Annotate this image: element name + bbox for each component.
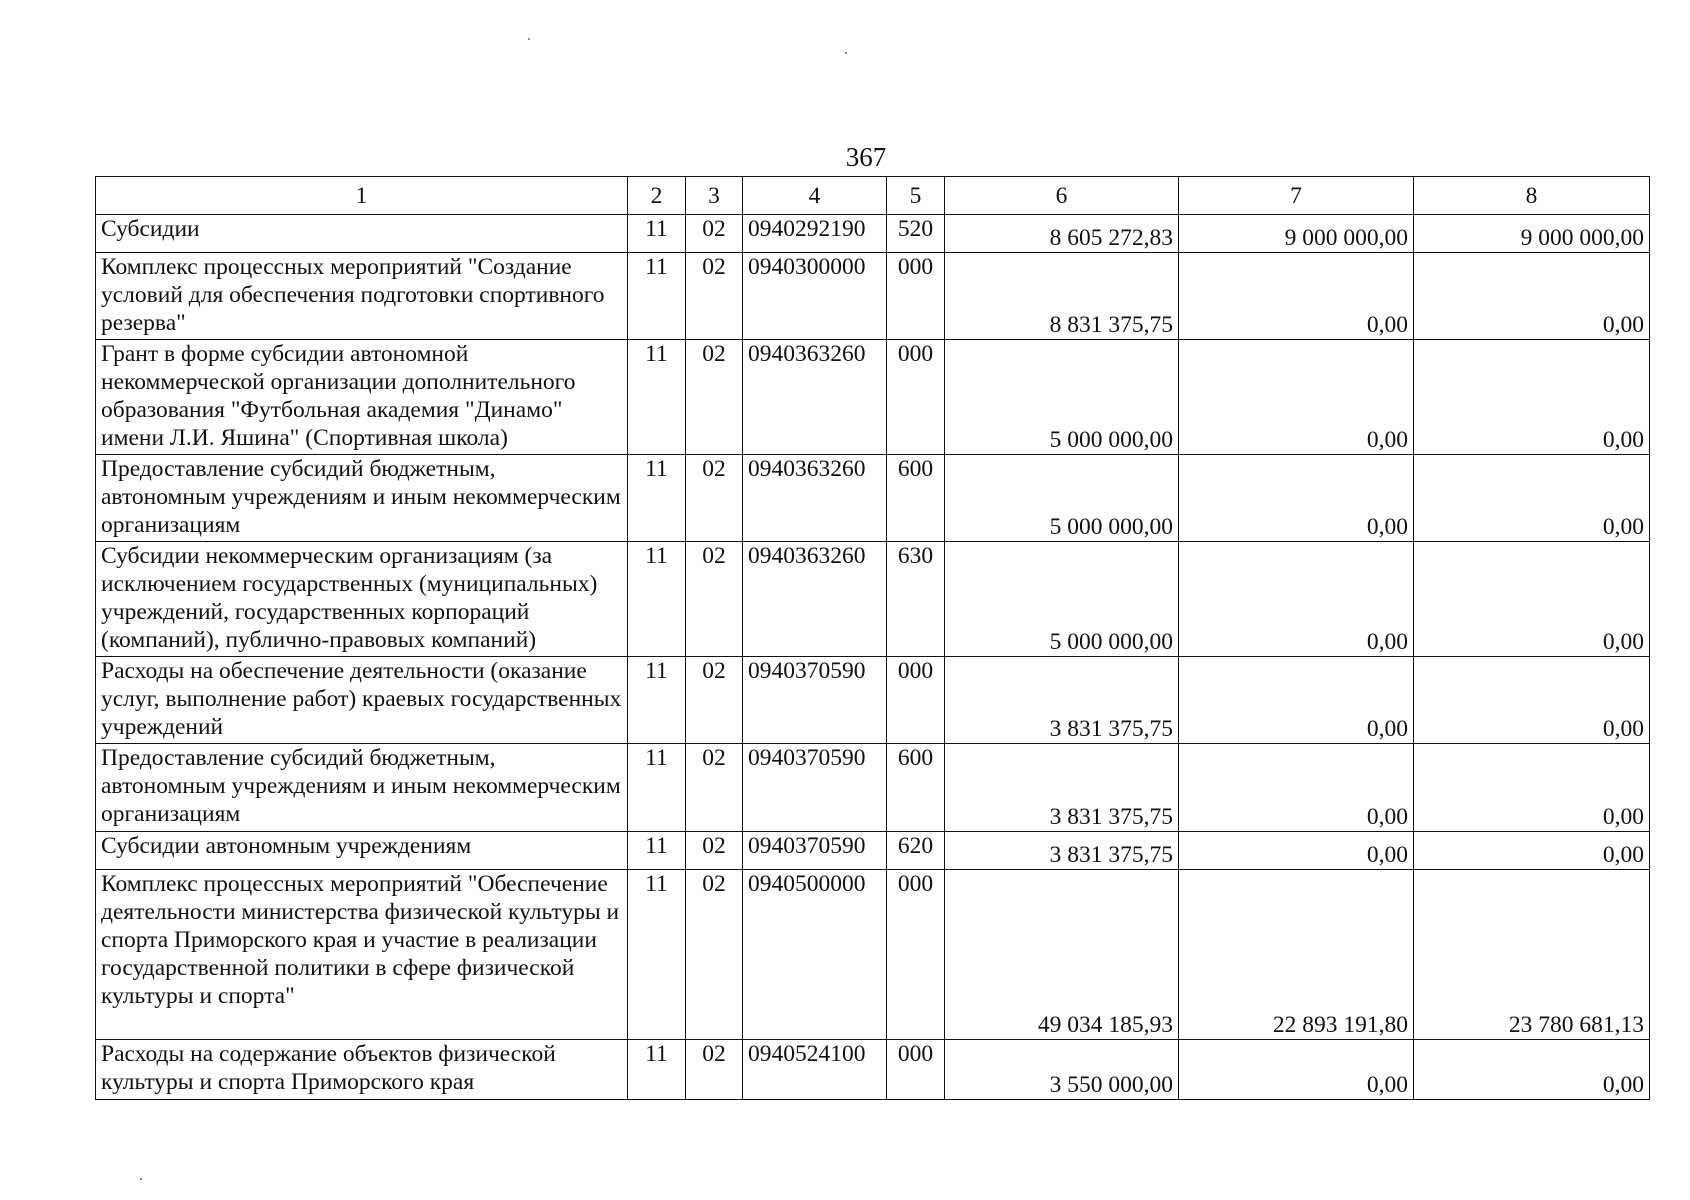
section-code: 11 <box>628 455 686 542</box>
expense-type-code: 000 <box>887 1040 945 1100</box>
subsection-code: 02 <box>686 657 743 744</box>
amount-col-8: 0,00 <box>1414 657 1650 744</box>
item-name: Субсидии автономным учреждениям <box>96 832 628 870</box>
amount-col-8: 0,00 <box>1414 744 1650 832</box>
amount-col-7: 0,00 <box>1179 744 1414 832</box>
budget-table <box>95 176 1650 1100</box>
amount-col-8: 0,00 <box>1414 542 1650 657</box>
amount-col-6: 8 831 375,75 <box>945 253 1179 340</box>
amount-col-6: 5 000 000,00 <box>945 455 1179 542</box>
amount-col-8: 0,00 <box>1414 253 1650 340</box>
amount-col-6: 3 550 000,00 <box>945 1040 1179 1100</box>
column-header: 7 <box>1179 177 1414 215</box>
subsection-code: 02 <box>686 340 743 455</box>
subsection-code: 02 <box>686 870 743 1040</box>
amount-col-7: 9 000 000,00 <box>1179 215 1414 253</box>
amount-col-6: 8 605 272,83 <box>945 215 1179 253</box>
target-article-code: 0940500000 <box>743 870 887 1040</box>
amount-col-7: 0,00 <box>1179 253 1414 340</box>
target-article-code: 0940370590 <box>743 657 887 744</box>
column-header: 5 <box>887 177 945 215</box>
section-code: 11 <box>628 340 686 455</box>
table-row <box>96 542 1650 657</box>
amount-col-7: 0,00 <box>1179 340 1414 455</box>
expense-type-code: 600 <box>887 455 945 542</box>
target-article-code: 0940292190 <box>743 215 887 253</box>
section-code: 11 <box>628 870 686 1040</box>
amount-col-6: 3 831 375,75 <box>945 832 1179 870</box>
scan-speck <box>140 1178 142 1180</box>
amount-col-6: 5 000 000,00 <box>945 340 1179 455</box>
amount-col-7: 0,00 <box>1179 657 1414 744</box>
section-code: 11 <box>628 1040 686 1100</box>
item-name: Комплекс процессных мероприятий "Обеспечение деятельности министерства физической культуры и спорта Приморского края и участие в реализации государственной политики в сфере физической культуры и спорта" <box>96 870 628 1040</box>
section-code: 11 <box>628 253 686 340</box>
section-code: 11 <box>628 657 686 744</box>
subsection-code: 02 <box>686 542 743 657</box>
subsection-code: 02 <box>686 1040 743 1100</box>
amount-col-7: 0,00 <box>1179 1040 1414 1100</box>
amount-col-7: 0,00 <box>1179 542 1414 657</box>
section-code: 11 <box>628 832 686 870</box>
column-header: 1 <box>96 177 628 215</box>
expense-type-code: 620 <box>887 832 945 870</box>
amount-col-8: 0,00 <box>1414 1040 1650 1100</box>
amount-col-8: 23 780 681,13 <box>1414 870 1650 1040</box>
item-name: Субсидии некоммерческим организациям (за исключением государственных (муниципальных) учреждений, государственных корпораций (компаний), публично-правовых компаний) <box>96 542 628 657</box>
table-row <box>96 340 1650 455</box>
item-name: Предоставление субсидий бюджетным, автономным учреждениям и иным некоммерческим организациям <box>96 744 628 832</box>
expense-type-code: 000 <box>887 870 945 1040</box>
target-article-code: 0940300000 <box>743 253 887 340</box>
table-row <box>96 870 1650 1040</box>
amount-col-8: 9 000 000,00 <box>1414 215 1650 253</box>
amount-col-7: 0,00 <box>1179 455 1414 542</box>
table-row <box>96 657 1650 744</box>
amount-col-8: 0,00 <box>1414 340 1650 455</box>
subsection-code: 02 <box>686 215 743 253</box>
amount-col-6: 5 000 000,00 <box>945 542 1179 657</box>
page-number: 367 <box>845 142 887 172</box>
table-header-row <box>96 177 1650 215</box>
section-code: 11 <box>628 744 686 832</box>
column-header: 3 <box>686 177 743 215</box>
table-row <box>96 253 1650 340</box>
column-header: 2 <box>628 177 686 215</box>
expense-type-code: 520 <box>887 215 945 253</box>
column-header: 8 <box>1414 177 1650 215</box>
table-row <box>96 1040 1650 1100</box>
subsection-code: 02 <box>686 253 743 340</box>
table-row <box>96 455 1650 542</box>
item-name: Комплекс процессных мероприятий "Создание условий для обеспечения подготовки спортивного резерва" <box>96 253 628 340</box>
section-code: 11 <box>628 542 686 657</box>
item-name: Расходы на содержание объектов физической культуры и спорта Приморского края <box>96 1040 628 1100</box>
item-name: Субсидии <box>96 215 628 253</box>
table-row <box>96 215 1650 253</box>
expense-type-code: 600 <box>887 744 945 832</box>
target-article-code: 0940370590 <box>743 744 887 832</box>
target-article-code: 0940363260 <box>743 340 887 455</box>
amount-col-8: 0,00 <box>1414 455 1650 542</box>
section-code: 11 <box>628 215 686 253</box>
amount-col-8: 0,00 <box>1414 832 1650 870</box>
target-article-code: 0940363260 <box>743 455 887 542</box>
amount-col-6: 49 034 185,93 <box>945 870 1179 1040</box>
subsection-code: 02 <box>686 455 743 542</box>
subsection-code: 02 <box>686 744 743 832</box>
scan-speck <box>528 38 530 40</box>
amount-col-6: 3 831 375,75 <box>945 657 1179 744</box>
item-name: Грант в форме субсидии автономной некоммерческой организации дополнительного образования "Футбольная академия "Динамо" имени Л.И. Яшина" (Спортивная школа) <box>96 340 628 455</box>
item-name: Предоставление субсидий бюджетным, автономным учреждениям и иным некоммерческим организациям <box>96 455 628 542</box>
target-article-code: 0940363260 <box>743 542 887 657</box>
amount-col-7: 0,00 <box>1179 832 1414 870</box>
expense-type-code: 000 <box>887 657 945 744</box>
table-row <box>96 832 1650 870</box>
column-header: 6 <box>945 177 1179 215</box>
column-header: 4 <box>743 177 887 215</box>
table-row <box>96 744 1650 832</box>
amount-col-7: 22 893 191,80 <box>1179 870 1414 1040</box>
item-name: Расходы на обеспечение деятельности (оказание услуг, выполнение работ) краевых государственных учреждений <box>96 657 628 744</box>
subsection-code: 02 <box>686 832 743 870</box>
amount-col-6: 3 831 375,75 <box>945 744 1179 832</box>
target-article-code: 0940370590 <box>743 832 887 870</box>
expense-type-code: 000 <box>887 340 945 455</box>
expense-type-code: 630 <box>887 542 945 657</box>
target-article-code: 0940524100 <box>743 1040 887 1100</box>
expense-type-code: 000 <box>887 253 945 340</box>
scan-speck <box>845 52 847 54</box>
